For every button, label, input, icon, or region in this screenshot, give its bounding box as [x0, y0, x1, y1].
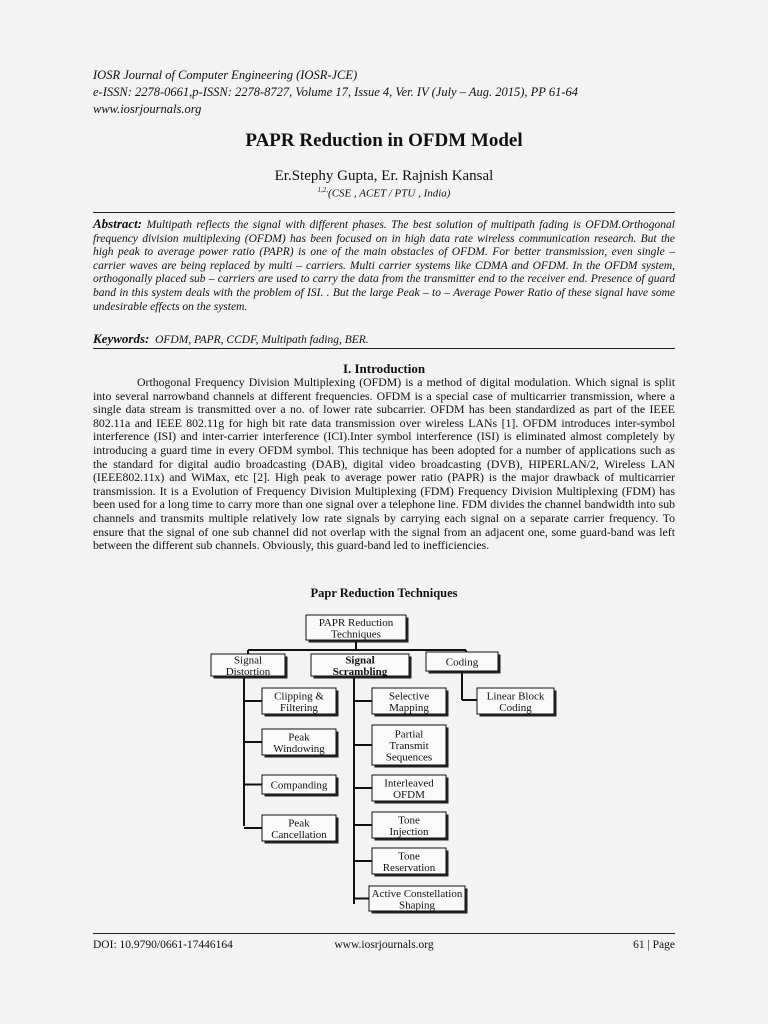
footer-doi: DOI: 10.9790/0661-17446164 [93, 939, 233, 951]
coding-technique-linear-block-coding-text-1: Coding [499, 701, 532, 714]
scrambling-technique-selective-mapping-text-0: Selective [388, 690, 430, 703]
journal-name: IOSR Journal of Computer Engineering (IOSR-JCE) [93, 68, 358, 82]
journal-website: www.iosrjournals.org [93, 102, 202, 116]
category-signal-distortion-text-1: Distortion [225, 665, 271, 678]
scrambling-technique-partial-transmit-sequences-text-0: Partial [394, 728, 424, 741]
abstract-text: Multipath reflects the signal with different phases. The best solution of multipath fading is OFDM.Orthogonal frequency division multiplexing (OFDM) has been focused on in high data rate wireless communication research. But the high peak to average power ratio (PAPR) is one of the main obstacles of OFDM. For better transmission, even single – carrier waves are being replaced by multi – carriers. Multi carrier systems like CDMA and OFDM. In the OFDM system, orthogonally placed sub – carriers are used to carry the data from the transmitter end to the receiver end. Presence of guard band in this system deals with the problem of ISI. . But the large Peak – to – Average Power Ratio of these signal have some undesirable effects on the system. [93, 219, 675, 313]
keywords-label: Keywords: [93, 331, 150, 346]
scrambling-technique-partial-transmit-sequences-text-2: Sequences [385, 751, 433, 764]
distortion-technique-companding [262, 775, 339, 797]
scrambling-technique-selective-mapping [372, 688, 449, 717]
distortion-technique-peak-cancellation-text-1: Cancellation [271, 828, 327, 841]
issn-line: e-ISSN: 2278-0661,p-ISSN: 2278-8727, Volume 17, Issue 4, Ver. IV (July – Aug. 2015), PP 61-64 [93, 85, 578, 99]
page-label: Page [652, 939, 675, 951]
scrambling-technique-active-constellation-shaping [369, 886, 468, 914]
footer-website: www.iosrjournals.org [334, 939, 434, 951]
distortion-technique-clipping-filtering-text-1: Filtering [280, 701, 318, 714]
scrambling-technique-active-constellation-shaping-text-1: Shaping [398, 899, 436, 912]
category-coding [426, 652, 501, 674]
scrambling-technique-tone-injection-text-0: Tone [398, 814, 420, 827]
scrambling-technique-selective-mapping-text-1: Mapping [389, 701, 429, 714]
distortion-technique-clipping-filtering-text-0: Clipping & [274, 690, 324, 703]
root-node-papr-reduction-text-1: Techniques [331, 628, 381, 641]
distortion-technique-peak-windowing-text-1: Windowing [273, 742, 325, 755]
scrambling-technique-tone-injection [372, 812, 449, 841]
scrambling-technique-partial-transmit-sequences [372, 725, 449, 768]
distortion-technique-peak-cancellation-text-0: Peak [288, 817, 310, 830]
distortion-technique-clipping-filtering [262, 688, 339, 717]
scrambling-technique-active-constellation-shaping-text-0: Active Constellation [371, 887, 463, 900]
keywords-text: OFDM, PAPR, CCDF, Multipath fading, BER. [155, 334, 369, 346]
scrambling-technique-interleaved-ofdm-text-0: Interleaved [384, 777, 434, 790]
root-node-papr-reduction [306, 615, 409, 643]
root-node-papr-reduction-text-0: PAPR Reduction [318, 616, 394, 629]
category-signal-distortion [211, 654, 288, 679]
distortion-technique-companding-text-0: Companding [270, 779, 328, 792]
category-signal-distortion-text-0: Signal [233, 654, 263, 667]
section-heading: I. Introduction [342, 361, 426, 376]
scrambling-technique-partial-transmit-sequences-text-1: Transmit [389, 740, 429, 752]
abstract-label: Abstract: [93, 216, 143, 231]
coding-technique-linear-block-coding-text-0: Linear Block [486, 690, 545, 703]
footer-rule [93, 933, 675, 934]
affiliation-superscript: 1,2, [317, 186, 329, 194]
scrambling-technique-tone-reservation-text-1: Reservation [382, 861, 436, 874]
page-number: 61 [633, 939, 645, 951]
coding-technique-linear-block-coding [477, 688, 557, 717]
footer-page: 61 | Page [633, 939, 675, 951]
category-signal-scrambling [311, 654, 412, 679]
category-signal-scrambling-text-0: Signal [345, 654, 375, 667]
affiliation-text: (CSE , ACET / PTU , India) [328, 187, 451, 200]
category-signal-scrambling-text-1: Scrambling [332, 665, 388, 678]
distortion-technique-peak-windowing-text-0: Peak [288, 731, 310, 744]
figure-title: Papr Reduction Techniques [310, 586, 458, 600]
introduction-paragraph: Orthogonal Frequency Division Multiplexing (OFDM) is a method of digital modulation. Which signal is split into several narrowband channels at different frequencies. OFDM is a special case of multicarrier transmission, where a single data stream is transmitted over a no. of lower rate subcarrier. OFDM has been standardized as part of the IEEE 802.11a and IEEE 802.11g for high bit rate data transmission over wireless LANs [1]. OFDM introduces inter-symbol interference (ISI) and inter-carrier interference (ICI).Inter symbol interference (ISI) is eliminated almost completely by introducing a guard time in every OFDM symbol. This technique has been adopted for a number of applications such as the standard for digital audio broadcasting (DAB), digital video broadcasting (DVB), HIPERLAN/2, Wireless LAN (IEEE802.11x) and WiMax, etc [2]. High peak to average power ratio (PAPR) is the major drawback of multicarrier transmission. It is a Evolution of Frequency Division Multiplexing (FDM) Frequency Division Multiplexing (FDM) has been used for a long time to carry more than one signal over a telephone line. FDM divides the channel bandwidth into sub channels and transmits multiple relatively low rate signals by carrying each signal on a separate carrier frequency. To ensure that the signal of one sub channel did not overlap with the signal from an adjacent one, some guard-band was left between the different sub channels. Obviously, this guard-band led to inefficiencies. [93, 375, 675, 553]
scrambling-technique-interleaved-ofdm-text-1: OFDM [393, 788, 425, 801]
distortion-technique-peak-cancellation [262, 815, 339, 844]
category-coding-text-0: Coding [445, 656, 479, 669]
scrambling-technique-tone-reservation [372, 848, 449, 877]
paper-title: PAPR Reduction in OFDM Model [245, 130, 523, 151]
distortion-technique-peak-windowing [262, 729, 339, 758]
paper-authors: Er.Stephy Gupta, Er. Rajnish Kansal [274, 168, 494, 184]
scrambling-technique-tone-injection-text-1: Injection [389, 825, 429, 838]
scrambling-technique-tone-reservation-text-0: Tone [398, 850, 420, 863]
scrambling-technique-interleaved-ofdm [372, 775, 449, 804]
